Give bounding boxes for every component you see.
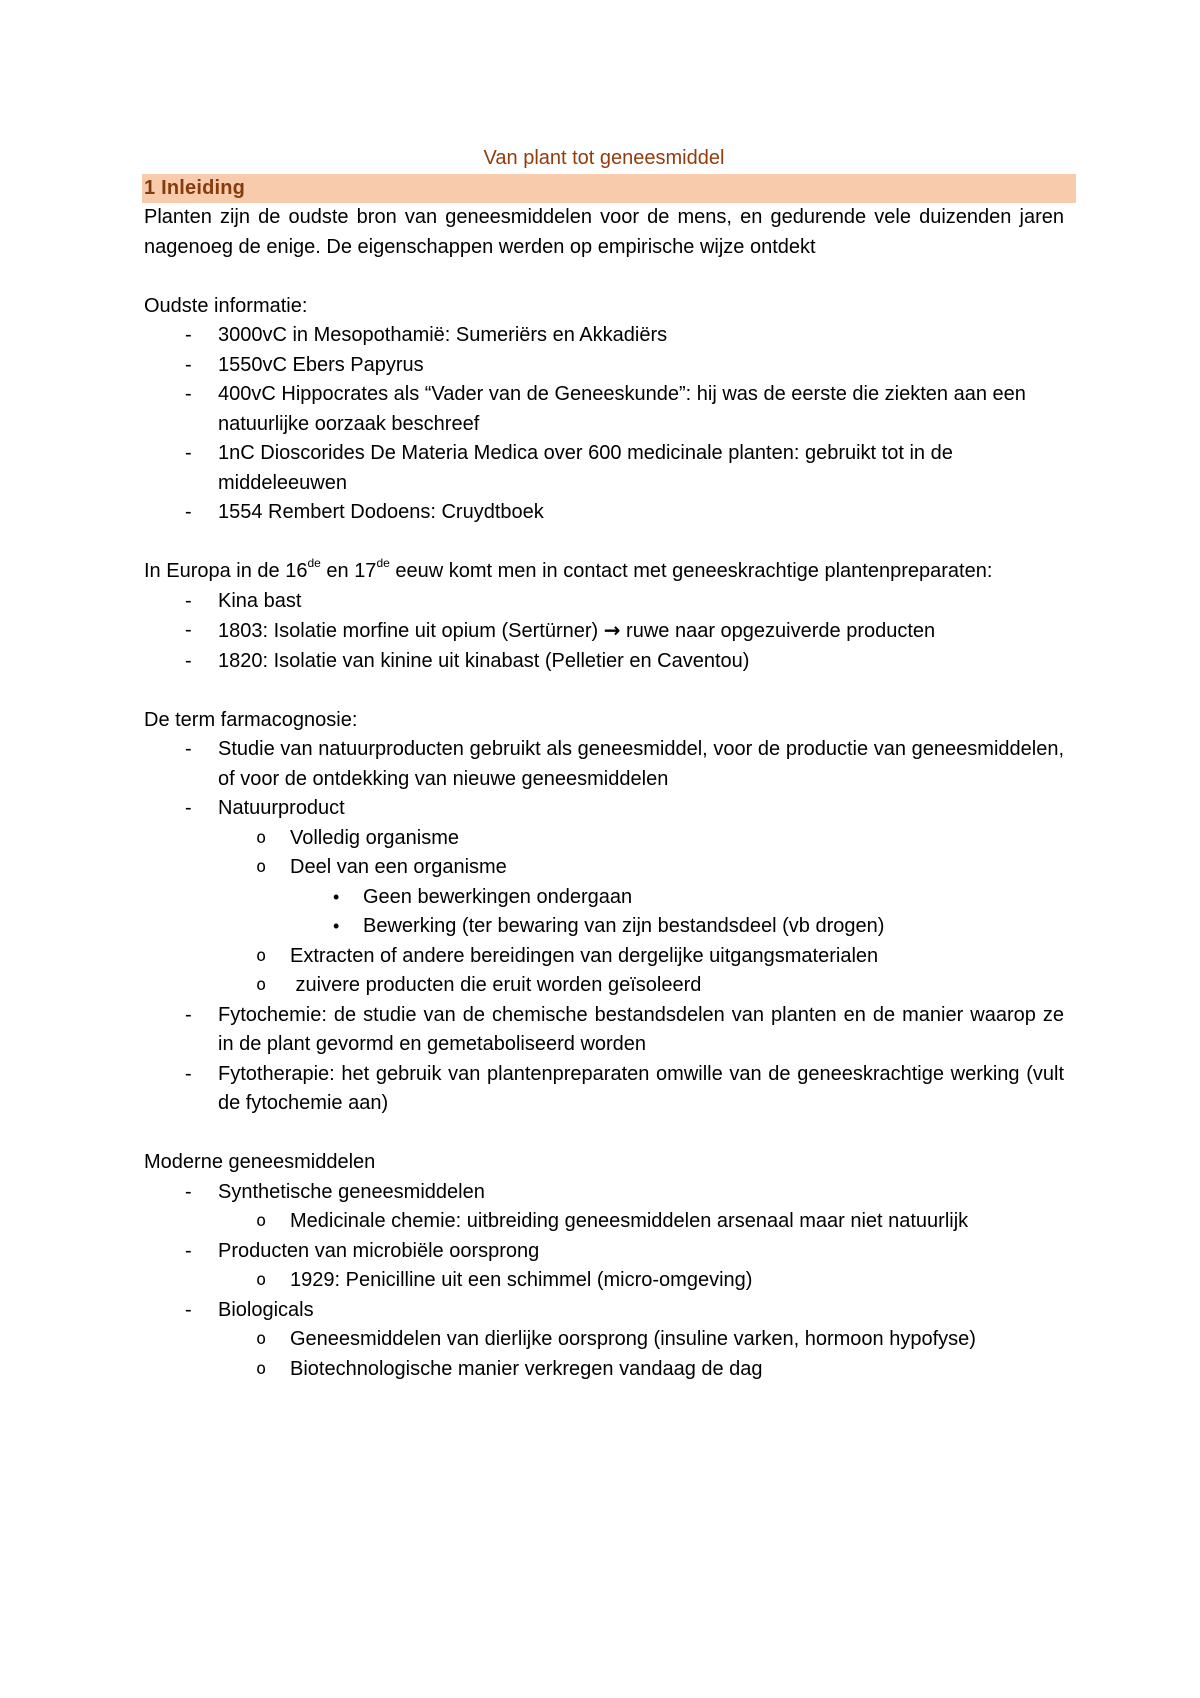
list-item-text: Extracten of andere bereidingen van dergelijke uitgangsmaterialen — [290, 944, 879, 967]
natuurproduct-sublist — [218, 824, 1064, 1001]
dash-marker: - — [185, 1180, 192, 1203]
list-item — [144, 1237, 1064, 1296]
synthetische-sublist — [218, 1207, 1064, 1237]
list-item — [144, 1178, 1064, 1237]
circle-marker: o — [256, 975, 267, 995]
bullet-marker: • — [333, 886, 340, 907]
dash-marker: - — [185, 1239, 192, 1262]
list-item-text: 1550vC Ebers Papyrus — [218, 353, 424, 376]
circle-marker: o — [256, 1211, 267, 1231]
list-item-text: ruwe naar opgezuiverde producten — [620, 620, 936, 642]
list-item-text: Studie van natuurproducten gebruikt als geneesmiddel, voor de productie van geneesmiddelen, of voor de ontdekking van nieuwe geneesmiddelen — [218, 738, 1064, 790]
list-item-text: Bewerking (ter bewaring van zijn bestandsdeel (vb drogen) — [363, 915, 885, 937]
circle-marker: o — [256, 827, 267, 848]
dash-marker: - — [185, 1003, 192, 1026]
list-item — [144, 1060, 1064, 1119]
list-item-text: Producten van microbiële oorsprong — [218, 1239, 540, 1262]
arrow-right-icon: → — [603, 618, 621, 642]
list-item — [144, 647, 1064, 677]
list-item-text: 1554 Rembert Dodoens: Cruydtboek — [218, 501, 544, 523]
oudste-list — [144, 321, 1064, 528]
dash-marker: - — [185, 383, 192, 405]
list-item — [144, 942, 1064, 972]
section-heading: 1 Inleiding — [142, 174, 1076, 204]
list-item — [144, 912, 1064, 942]
list-item-text: Deel van een organisme — [290, 856, 507, 878]
list-item — [144, 735, 1064, 794]
list-item — [144, 824, 1064, 854]
list-item-text: 1929: Penicilline uit een schimmel (micro-omgeving) — [290, 1269, 753, 1291]
dash-marker: - — [185, 619, 192, 641]
dash-marker: - — [185, 353, 192, 376]
list-item-text: 1nC Dioscorides De Materia Medica over 600 medicinale planten: gebruikt tot in de middeleeuwen — [218, 442, 953, 494]
list-item — [144, 321, 1064, 351]
europa-text-part: eeuw komt men in contact met geneeskrachtige plantenpreparaten: — [389, 560, 993, 582]
list-item-text: 400vC Hippocrates als “Vader van de Geneeskunde”: hij was de eerste die ziekten aan een natuurlijke oorzaak beschreef — [218, 383, 1026, 435]
bullet-marker: • — [333, 916, 340, 936]
spacer — [144, 262, 1064, 292]
list-item — [144, 794, 1064, 1001]
list-item-text: Fytotherapie: het gebruik van plantenpreparaten omwille van de geneeskrachtige werking (vult de fytochemie aan) — [218, 1062, 1064, 1114]
list-item-text: zuivere producten die eruit worden geïsoleerd — [290, 974, 702, 996]
list-item — [144, 1355, 1064, 1385]
list-item-text: Kina bast — [218, 589, 302, 612]
oudste-label: Oudste informatie: — [144, 294, 308, 317]
circle-marker: o — [256, 1329, 267, 1349]
dash-marker: - — [185, 589, 192, 612]
circle-marker: o — [256, 1270, 267, 1290]
list-item-text: Synthetische geneesmiddelen — [218, 1180, 485, 1203]
ordinal-superscript: de — [376, 556, 390, 571]
document-title: Van plant tot geneesmiddel — [483, 147, 725, 169]
farmacognosie-label: De term farmacognosie: — [144, 708, 358, 731]
list-item — [144, 616, 1064, 647]
europa-text-part: en 17 — [320, 560, 377, 582]
ordinal-superscript: de — [307, 556, 321, 571]
dash-marker: - — [185, 738, 192, 760]
list-item-text: Natuurproduct — [218, 797, 345, 819]
circle-marker: o — [256, 857, 267, 877]
list-item-text: 1803: Isolatie morfine uit opium (Sertürner) — [218, 620, 604, 642]
dash-marker: - — [185, 1298, 192, 1321]
list-item-text: Fytochemie: de studie van de chemische bestandsdelen van planten en de manier waarop ze in de plant gevormd en gemetaboliseerd worden — [218, 1003, 1064, 1055]
list-item — [144, 971, 1064, 1001]
list-item-text: Biotechnologische manier verkregen vandaag de dag — [290, 1357, 763, 1380]
list-item — [144, 883, 1064, 913]
intro-paragraph: Planten zijn de oudste bron van geneesmiddelen voor de mens, en gedurende vele duizenden jaren nagenoeg de enige. De eigenschappen werden op empirische wijze ontdekt — [144, 206, 1064, 258]
list-item-text: Volledig organisme — [290, 826, 459, 849]
dash-marker: - — [185, 797, 192, 819]
list-item — [144, 1001, 1064, 1060]
farmacognosie-list — [144, 735, 1064, 1119]
europa-text-part: In Europa in de 16 — [144, 560, 308, 582]
dash-marker: - — [185, 442, 192, 464]
list-item-text: Geen bewerkingen ondergaan — [363, 885, 633, 908]
spacer — [144, 1119, 1064, 1149]
moderne-label: Moderne geneesmiddelen — [144, 1151, 376, 1173]
list-item-text: Medicinale chemie: uitbreiding geneesmiddelen arsenaal maar niet natuurlijk — [290, 1210, 969, 1232]
dash-marker: - — [185, 501, 192, 523]
list-item-text: 3000vC in Mesopothamië: Sumeriërs en Akkadiërs — [218, 324, 668, 346]
list-item — [144, 587, 1064, 617]
list-item-text: Geneesmiddelen van dierlijke oorsprong (insuline varken, hormoon hypofyse) — [290, 1328, 976, 1350]
list-item-text: 1820: Isolatie van kinine uit kinabast (Pelletier en Caventou) — [218, 649, 750, 672]
circle-marker: o — [256, 945, 267, 966]
list-item — [144, 380, 1064, 439]
dash-marker: - — [185, 1062, 192, 1085]
list-item — [144, 1325, 1064, 1355]
list-item — [144, 1296, 1064, 1385]
deel-sublist — [290, 883, 1064, 942]
list-item — [144, 439, 1064, 498]
biologicals-sublist — [218, 1325, 1064, 1384]
moderne-list — [144, 1178, 1064, 1385]
list-item — [144, 853, 1064, 942]
list-item — [144, 498, 1064, 528]
list-item — [144, 351, 1064, 381]
spacer — [144, 676, 1064, 706]
list-item — [144, 1266, 1064, 1296]
document-content — [144, 144, 1064, 1384]
spacer — [144, 528, 1064, 558]
europa-list — [144, 587, 1064, 677]
dash-marker: - — [185, 649, 192, 672]
europa-paragraph — [144, 557, 1064, 587]
microbiele-sublist — [218, 1266, 1064, 1296]
list-item — [144, 1207, 1064, 1237]
list-item-text: Biologicals — [218, 1298, 314, 1321]
dash-marker: - — [185, 324, 192, 346]
circle-marker: o — [256, 1358, 267, 1379]
